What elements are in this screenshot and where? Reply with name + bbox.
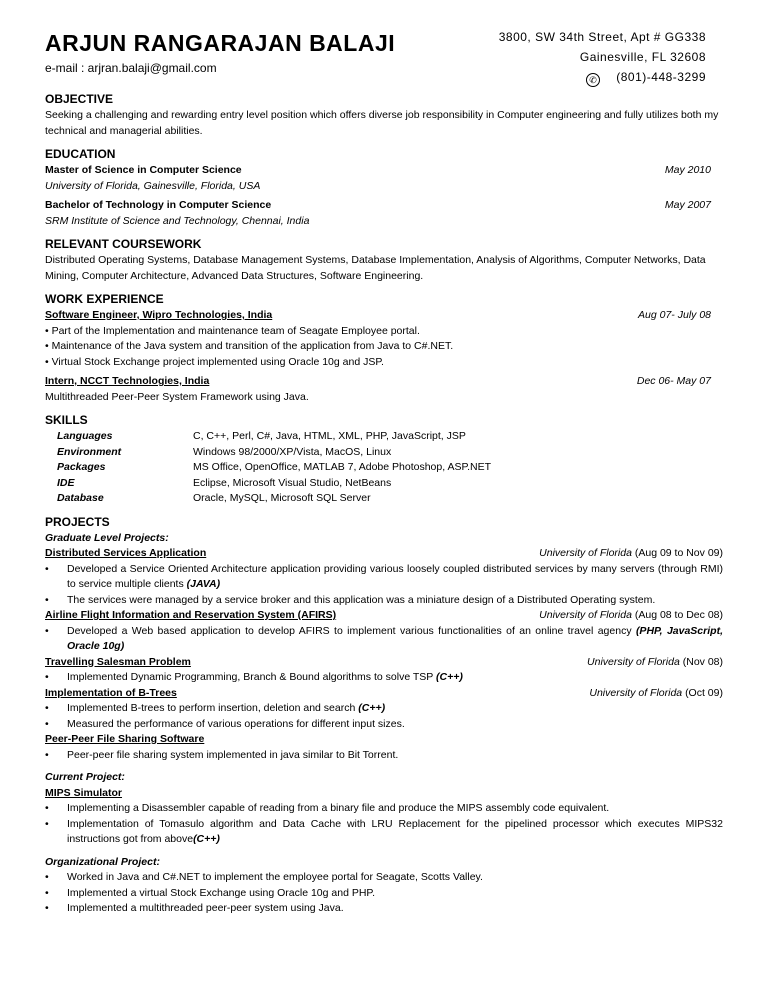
skill-value: Windows 98/2000/XP/Vista, MacOS, Linux <box>193 445 392 458</box>
job-bullet: • Part of the Implementation and maintenance team of Seagate Employee portal. <box>45 324 420 337</box>
current-project-label: Current Project: <box>45 771 125 783</box>
project-bullet <box>45 748 723 764</box>
bullet-text: Implementing a Disassembler capable of reading from a binary file and produce the MIPS assembly code equivalent. <box>67 802 610 814</box>
project-date: (Aug 08 to Dec 08) <box>634 609 723 621</box>
bullet-text: The services were managed by a service broker and this application was a miniature design of a Distributed Operating system. <box>67 593 656 606</box>
degree: Master of Science in Computer Science <box>45 164 242 176</box>
skill-row <box>57 476 723 492</box>
degree-date: May 2010 <box>664 164 711 176</box>
skills-table <box>57 429 723 507</box>
phone-icon: ✆ <box>586 73 600 87</box>
bullet-glyph: • <box>45 871 49 883</box>
project-org: University of Florida <box>539 609 632 621</box>
bullet-text: Implemented a multithreaded peer-peer system using Java. <box>67 902 344 914</box>
project-bullet <box>45 870 723 886</box>
education-item <box>45 163 723 179</box>
bullet-text: Measured the performance of various operations for different input sizes. <box>67 717 405 730</box>
address-line-2: Gainesville, FL 32608 <box>579 50 706 64</box>
project-bullet <box>45 817 723 848</box>
skill-label: IDE <box>57 476 75 489</box>
skills-heading: SKILLS <box>45 413 88 427</box>
phone-number: (801)-448-3299 <box>616 70 706 84</box>
project-title: Airline Flight Information and Reservation System (AFIRS) <box>45 609 337 621</box>
job-header <box>45 374 723 390</box>
skill-value: MS Office, OpenOffice, MATLAB 7, Adobe Photoshop, ASP.NET <box>193 461 492 473</box>
project-date: (Aug 09 to Nov 09) <box>634 547 723 559</box>
project-header <box>45 786 723 802</box>
job-bullet: Multithreaded Peer-Peer System Framework using Java. <box>45 390 309 403</box>
resume-body <box>45 91 723 917</box>
address-line-1: 3800, SW 34th Street, Apt # GG338 <box>498 30 706 44</box>
project-org: University of Florida <box>587 655 680 668</box>
bullet-text: Worked in Java and C#.NET to implement the employee portal for Seagate, Scotts Valley. <box>67 871 483 883</box>
skill-row <box>57 429 723 445</box>
project-bullet <box>45 624 723 655</box>
project-header <box>45 608 723 624</box>
education-item <box>45 198 723 214</box>
project-title: MIPS Simulator <box>45 786 123 799</box>
bullet-tech: (C++) <box>193 833 220 845</box>
bullet-text: Implemented a virtual Stock Exchange using Oracle 10g and PHP. <box>67 886 375 899</box>
skill-label: Environment <box>57 445 122 458</box>
project-bullet <box>45 593 723 609</box>
coursework-heading: RELEVANT COURSEWORK <box>45 237 202 251</box>
skill-row <box>57 491 723 507</box>
skill-value: Oracle, MySQL, Microsoft SQL Server <box>193 492 371 504</box>
project-bullet <box>45 701 723 717</box>
grad-projects-label: Graduate Level Projects: <box>45 531 169 544</box>
degree: Bachelor of Technology in Computer Science <box>45 199 272 211</box>
job-bullet: • Virtual Stock Exchange project implemented using Oracle 10g and JSP. <box>45 355 384 368</box>
bullet-tech: (C++) <box>358 702 386 714</box>
project-org: University of Florida <box>589 686 683 699</box>
bullet-glyph: • <box>45 886 49 899</box>
skill-row <box>57 460 723 476</box>
job-title: Intern, NCCT Technologies, India <box>45 375 210 387</box>
project-org: University of Florida <box>539 547 632 559</box>
bullet-glyph: • <box>45 593 49 606</box>
phone-line <box>499 67 706 87</box>
school: University of Florida, Gainesville, Florida, USA <box>45 179 261 192</box>
skill-value: Eclipse, Microsoft Visual Studio, NetBeans <box>193 476 392 489</box>
project-meta <box>589 686 723 702</box>
bullet-glyph: • <box>45 717 49 730</box>
project-date: (Oct 09) <box>685 686 723 699</box>
project-title: Peer-Peer File Sharing Software <box>45 733 205 745</box>
bullet-text: Implementation of Tomasulo algorithm and Data Cache with LRU Replacement for the pipelined processor which executes MIPS32 instructions got from above <box>67 817 723 845</box>
bullet-glyph: • <box>45 902 49 914</box>
school: SRM Institute of Science and Technology, Chennai, India <box>45 214 310 227</box>
education-heading: EDUCATION <box>45 147 116 161</box>
org-project-label: Organizational Project: <box>45 855 160 868</box>
bullet-text: Peer-peer file sharing system implemented in java similar to Bit Torrent. <box>67 748 399 761</box>
bullet-text: Implemented Dynamic Programming, Branch & Bound algorithms to solve TSP <box>67 671 437 683</box>
work-heading: WORK EXPERIENCE <box>45 292 164 306</box>
project-bullet <box>45 886 723 902</box>
skill-value: C, C++, Perl, C#, Java, HTML, XML, PHP, JavaScript, JSP <box>193 430 466 442</box>
bullet-glyph: • <box>45 802 49 814</box>
project-title: Travelling Salesman Problem <box>45 655 191 668</box>
bullet-text: Implemented B-trees to perform insertion, deletion and search <box>67 702 359 714</box>
bullet-tech: (JAVA) <box>186 578 221 590</box>
skill-label: Languages <box>57 430 113 442</box>
bullet-glyph: • <box>45 562 49 575</box>
job-date: Dec 06- May 07 <box>636 375 711 387</box>
coursework-text: Distributed Operating Systems, Database Management Systems, Database Implementation, Analysis of Algorithms, Computer Networks, Data Mining, Computer Architecture, Advanced Data Structures, Software Engineering. <box>45 254 706 282</box>
skill-label: Database <box>57 492 104 504</box>
bullet-glyph: • <box>45 748 49 761</box>
job-title: Software Engineer, Wipro Technologies, India <box>45 309 273 321</box>
project-header <box>45 686 723 702</box>
contact-block <box>499 27 706 87</box>
project-bullet <box>45 801 723 817</box>
bullet-glyph: • <box>45 671 49 683</box>
objective-heading: OBJECTIVE <box>45 92 114 106</box>
project-header <box>45 732 723 748</box>
project-title: Implementation of B-Trees <box>45 686 177 699</box>
bullet-text: Developed a Web based application to develop AFIRS to implement various functionalities of an online travel agency <box>67 624 636 637</box>
project-header <box>45 655 723 671</box>
bullet-tech: (C++) <box>436 671 463 683</box>
job-date: Aug 07- July 08 <box>638 309 711 321</box>
bullet-glyph: • <box>45 817 49 830</box>
project-bullet <box>45 717 723 733</box>
project-bullet <box>45 670 723 686</box>
project-header <box>45 546 723 562</box>
project-date: (Nov 08) <box>682 655 723 668</box>
project-meta <box>587 655 723 671</box>
job-bullet: • Maintenance of the Java system and transition of the application from Java to C#.NET. <box>45 340 454 352</box>
skill-label: Packages <box>57 461 106 473</box>
objective-text: Seeking a challenging and rewarding entry level position which offers diverse job responsibility in Computer engineering and fully utilizes both my technical and managerial abilities. <box>45 109 719 137</box>
degree-date: May 2007 <box>664 199 711 211</box>
project-meta <box>539 546 723 562</box>
skill-row <box>57 445 723 461</box>
applicant-name: ARJUN RANGARAJAN BALAJI <box>45 30 396 56</box>
project-bullet <box>45 562 723 593</box>
bullet-tech: (PHP, JavaScript, Oracle 10g) <box>67 624 723 652</box>
email-line: e-mail : arjran.balaji@gmail.com <box>45 61 217 75</box>
bullet-glyph: • <box>45 624 49 637</box>
project-meta <box>539 608 723 624</box>
project-bullet <box>45 901 723 917</box>
bullet-text: Developed a Service Oriented Architecture application providing various loosely coupled distributed services by many servers (through RMI) to service multiple clients <box>67 562 723 590</box>
projects-heading: PROJECTS <box>45 514 110 529</box>
job-header <box>45 308 723 324</box>
project-title: Distributed Services Application <box>45 547 207 559</box>
bullet-glyph: • <box>45 702 49 714</box>
